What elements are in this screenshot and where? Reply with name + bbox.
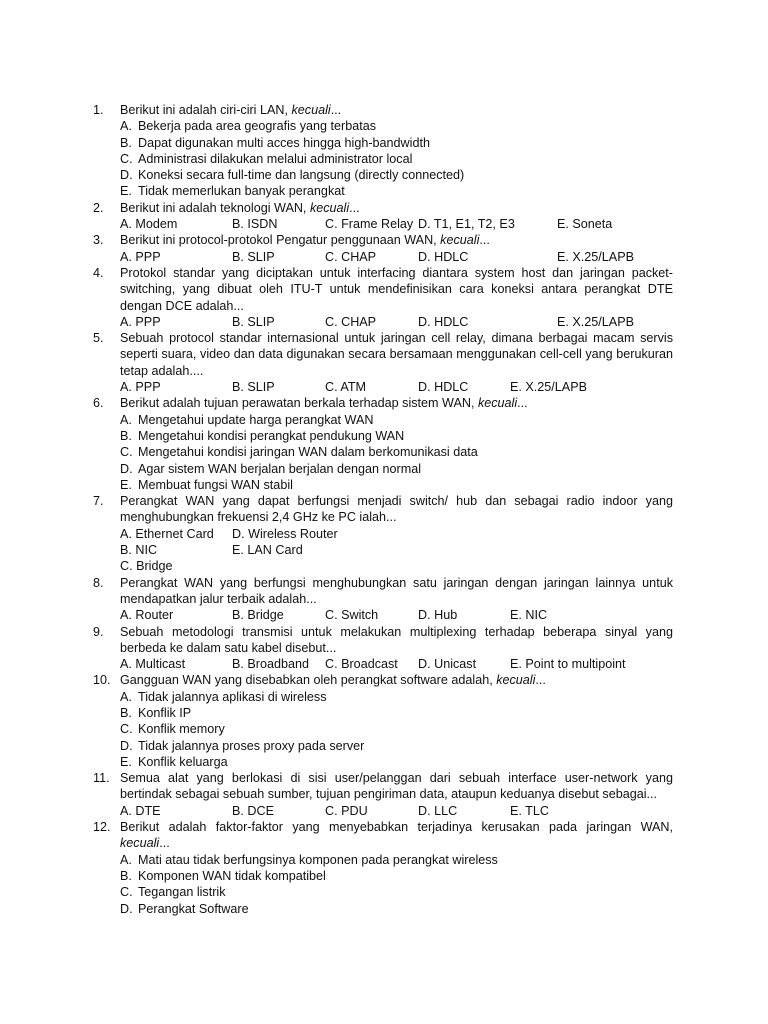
question-text-main: Sebuah metodologi transmisi untuk melakukan multiplexing terhadap beberapa sinyal yang berbeda ke dalam satu kabel disebut... xyxy=(120,624,673,655)
option-item xyxy=(120,852,673,868)
option-letter: B. xyxy=(120,705,132,720)
option-item: D. Unicast xyxy=(418,657,477,672)
question-text-main: Berikut ini adalah teknologi WAN, xyxy=(120,200,310,215)
option-item xyxy=(120,118,673,134)
option-item: E. X.25/LAPB xyxy=(557,314,635,329)
question-text-tail: ... xyxy=(479,233,490,248)
option-item xyxy=(120,884,673,900)
option-letter: B. xyxy=(120,868,132,883)
option-text: Komponen WAN tidak kompatibel xyxy=(138,868,326,883)
option-item: A. PPP xyxy=(120,380,161,395)
option-text: Mati atau tidak berfungsinya komponen pada perangkat wireless xyxy=(138,852,498,867)
option-item: E. X.25/LAPB xyxy=(557,249,635,264)
option-item: E. LAN Card xyxy=(232,543,303,558)
option-item: D. HDLC xyxy=(418,380,469,395)
option-text: Agar sistem WAN berjalan berjalan dengan normal xyxy=(138,461,422,476)
question-7 xyxy=(93,493,673,526)
option-letter: E. xyxy=(120,184,132,199)
question-text xyxy=(120,265,673,314)
question-10 xyxy=(93,672,673,688)
question-11 xyxy=(93,770,673,803)
option-item: E. Point to multipoint xyxy=(510,657,626,672)
question-number: 10. xyxy=(93,673,111,688)
option-item xyxy=(120,689,673,705)
option-item xyxy=(120,412,673,428)
question-text-keyword: kecuali xyxy=(496,673,536,688)
option-item xyxy=(120,428,673,444)
question-text xyxy=(120,575,673,608)
option-text: Bekerja pada area geografis yang terbatas xyxy=(138,119,377,134)
option-item: D. LLC xyxy=(418,803,458,818)
option-row xyxy=(93,379,673,395)
option-item xyxy=(120,738,673,754)
option-item: A. DTE xyxy=(120,803,161,818)
option-list xyxy=(93,412,673,493)
option-item: B. SLIP xyxy=(232,380,275,395)
question-text xyxy=(120,770,673,803)
question-text-main: Protokol standar yang diciptakan untuk interfacing diantara system host dan jaringan packet-switching, yang dibuat oleh ITU-T untuk mendefinisikan cara koneksi antara perangkat DTE dengan DCE adalah... xyxy=(120,265,673,313)
question-1 xyxy=(93,102,673,118)
option-row xyxy=(93,542,673,558)
question-text-main: Berikut adalah tujuan perawatan berkala terhadap sistem WAN, xyxy=(120,396,478,411)
question-text-keyword: kecuali xyxy=(477,396,518,411)
option-row xyxy=(93,803,673,819)
question-text-tail: ... xyxy=(535,673,546,688)
option-item: D. T1, E1, T2, E3 xyxy=(418,217,515,232)
option-item: A. PPP xyxy=(120,249,161,264)
question-2 xyxy=(93,200,673,216)
option-item: C. Frame Relay xyxy=(325,217,414,232)
option-item: B. DCE xyxy=(232,803,274,818)
question-number: 1. xyxy=(93,103,104,117)
option-letter: C. xyxy=(120,151,133,166)
question-text-main: Perangkat WAN yang berfungsi menghubungkan satu jaringan dengan jaringan lainnya untuk mendapatkan jalur terbaik adalah... xyxy=(120,575,673,606)
option-item xyxy=(120,477,673,493)
question-text-keyword: kecuali xyxy=(309,200,350,215)
option-letter: D. xyxy=(120,738,133,753)
question-number: 5. xyxy=(93,331,104,346)
option-letter: C. xyxy=(120,885,133,900)
option-item xyxy=(120,183,673,199)
option-text: Konflik memory xyxy=(138,722,225,737)
option-letter: A. xyxy=(120,852,132,867)
option-item: A. Modem xyxy=(120,217,178,232)
question-number: 12. xyxy=(93,820,111,835)
option-item xyxy=(120,461,673,477)
question-text xyxy=(120,395,673,411)
question-number: 3. xyxy=(93,233,104,248)
option-text: Mengetahui update harga perangkat WAN xyxy=(138,412,374,427)
option-item xyxy=(120,705,673,721)
option-row xyxy=(93,526,673,542)
option-item: D. Hub xyxy=(418,608,458,623)
option-text: Tidak jalannya proses proxy pada server xyxy=(138,738,365,753)
question-number: 4. xyxy=(93,265,104,280)
option-letter: C. xyxy=(120,445,133,460)
question-6 xyxy=(93,395,673,411)
option-text: Tidak memerlukan banyak perangkat xyxy=(138,184,345,199)
question-text-keyword: kecuali xyxy=(120,836,160,851)
option-item: B. Broadband xyxy=(232,657,310,672)
option-item: C. Bridge xyxy=(120,559,173,574)
question-8 xyxy=(93,575,673,608)
option-letter: D. xyxy=(120,168,133,183)
option-item: B. ISDN xyxy=(232,217,278,232)
option-row xyxy=(93,216,673,232)
option-item: A. Multicast xyxy=(120,657,186,672)
option-item: E. Soneta xyxy=(557,217,613,232)
option-text: Perangkat Software xyxy=(138,901,249,916)
option-row xyxy=(93,558,673,574)
option-item xyxy=(120,167,673,183)
option-text: Dapat digunakan multi acces hingga high-bandwidth xyxy=(138,135,430,150)
option-item: E. TLC xyxy=(510,803,549,818)
question-text xyxy=(120,330,673,379)
option-item: E. X.25/LAPB xyxy=(510,380,588,395)
option-item: D. HDLC xyxy=(418,249,469,264)
question-text xyxy=(120,493,673,526)
option-item: C. PDU xyxy=(325,803,368,818)
question-5 xyxy=(93,330,673,379)
option-text: Administrasi dilakukan melalui administrator local xyxy=(138,151,413,166)
question-text-main: Gangguan WAN yang disebabkan oleh perangkat software adalah, xyxy=(120,673,497,688)
option-text: Mengetahui kondisi jaringan WAN dalam berkomunikasi data xyxy=(138,445,478,460)
option-item: B. NIC xyxy=(120,543,158,558)
option-text: Membuat fungsi WAN stabil xyxy=(138,477,293,492)
option-item: D. HDLC xyxy=(418,314,469,329)
question-text-tail: ... xyxy=(159,836,170,851)
option-item xyxy=(120,754,673,770)
option-item xyxy=(120,721,673,737)
option-item: C. Broadcast xyxy=(325,657,398,672)
question-3 xyxy=(93,232,673,248)
option-letter: B. xyxy=(120,428,132,443)
option-letter: A. xyxy=(120,689,132,704)
option-row xyxy=(93,656,673,672)
question-text-keyword: kecuali xyxy=(291,103,331,117)
question-text-tail: ... xyxy=(330,103,342,117)
option-item xyxy=(120,901,673,917)
option-item: E. NIC xyxy=(510,608,548,623)
option-item xyxy=(120,135,673,151)
option-item xyxy=(120,868,673,884)
option-text: Konflik keluarga xyxy=(138,754,228,769)
option-list xyxy=(93,852,673,917)
option-list xyxy=(93,118,673,199)
question-number: 11. xyxy=(93,771,110,786)
question-text-tail: ... xyxy=(517,396,528,411)
option-item: D. Wireless Router xyxy=(232,526,338,541)
option-text: Tidak jalannya aplikasi di wireless xyxy=(138,689,327,704)
question-number: 8. xyxy=(93,575,104,590)
option-letter: B. xyxy=(120,135,132,150)
question-text-main: Berikut ini adalah ciri-ciri LAN, xyxy=(120,103,292,117)
question-number: 7. xyxy=(93,494,104,509)
option-item: B. SLIP xyxy=(232,249,275,264)
option-text: Koneksi secara full-time dan langsung (directly connected) xyxy=(138,168,465,183)
option-letter: E. xyxy=(120,754,132,769)
option-item: A. PPP xyxy=(120,314,161,329)
option-item xyxy=(120,444,673,460)
option-row xyxy=(93,607,673,623)
option-letter: E. xyxy=(120,477,132,492)
question-text-keyword: kecuali xyxy=(440,233,480,248)
option-item: C. Switch xyxy=(325,608,379,623)
question-text-tail: ... xyxy=(349,200,360,215)
option-item: C. ATM xyxy=(325,380,367,395)
question-text xyxy=(120,819,673,852)
option-text: Konflik IP xyxy=(138,705,192,720)
question-text xyxy=(120,624,673,657)
option-item: B. SLIP xyxy=(232,314,275,329)
question-12 xyxy=(93,819,673,852)
question-text-main: Berikut ini protocol-protokol Pengatur penggunaan WAN, xyxy=(120,233,441,248)
option-letter: A. xyxy=(120,412,132,427)
question-text-main: Semua alat yang berlokasi di sisi user/pelanggan dari sebuah interface user-network yang bertindak sebagai sebuah sumber, tujuan pengiriman data, ataupun keduanya disebut sebagai... xyxy=(120,771,673,802)
option-letter: A. xyxy=(120,119,132,134)
question-text xyxy=(120,232,673,248)
option-item xyxy=(120,151,673,167)
question-number: 6. xyxy=(93,396,104,411)
question-9 xyxy=(93,624,673,657)
option-item: C. CHAP xyxy=(325,314,377,329)
option-item: C. CHAP xyxy=(325,249,377,264)
question-4 xyxy=(93,265,673,314)
option-text: Tegangan listrik xyxy=(138,885,226,900)
question-text xyxy=(120,200,673,216)
question-number: 2. xyxy=(93,200,104,215)
option-item: B. Bridge xyxy=(232,608,284,623)
option-letter: C. xyxy=(120,722,133,737)
option-text: Mengetahui kondisi perangkat pendukung WAN xyxy=(138,428,405,443)
question-text-main: Perangkat WAN yang dapat berfungsi menjadi switch/ hub dan sebagai radio indoor yang menghubungkan frekuensi 2,4 GHz ke PC ialah... xyxy=(120,494,673,525)
question-text-main: Sebuah protocol standar internasional untuk jaringan cell relay, dimana berbagai macam servis seperti suara, video dan data digunakan secara bersamaan menggunakan cell-cell yang berukuran tetap adalah.... xyxy=(120,331,673,378)
option-item: A. Router xyxy=(120,608,174,623)
option-list xyxy=(93,689,673,770)
option-row xyxy=(93,249,673,265)
question-number: 9. xyxy=(93,624,104,639)
option-letter: D. xyxy=(120,901,133,916)
option-letter: D. xyxy=(120,461,133,476)
question-text xyxy=(120,672,673,688)
option-row xyxy=(93,314,673,330)
question-text xyxy=(120,102,673,118)
question-text-main: Berikut adalah faktor-faktor yang menyebabkan terjadinya kerusakan pada jaringan WAN, xyxy=(120,820,673,835)
option-item: A. Ethernet Card xyxy=(120,526,214,541)
